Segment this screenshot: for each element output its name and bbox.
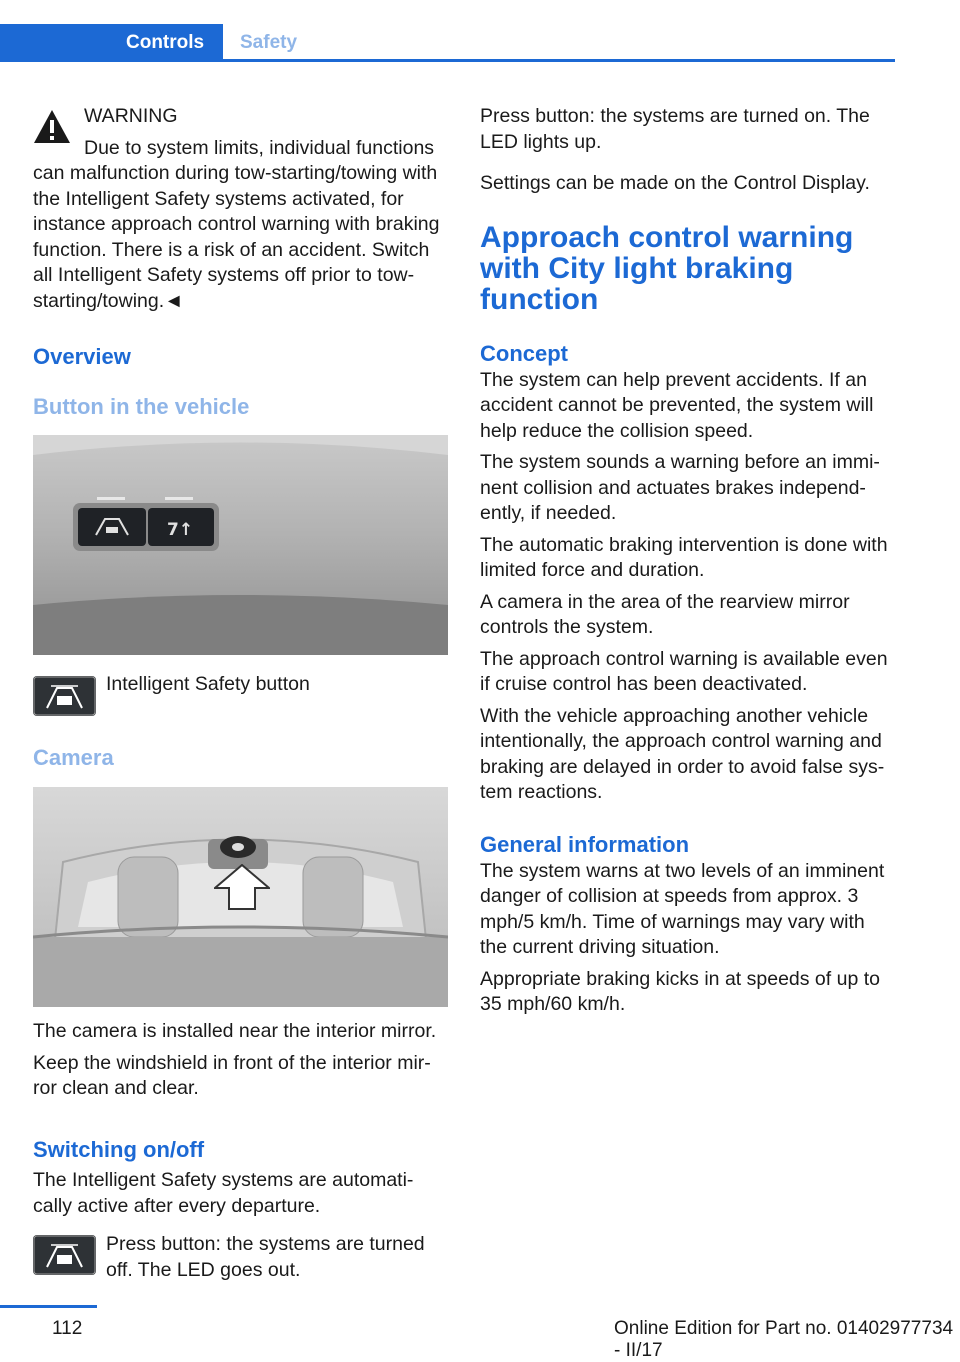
settings-text: Settings can be made on the Control Display.: [480, 172, 870, 194]
edition-line: Online Edition for Part no. 01402977734 - II/17: [614, 1318, 954, 1361]
concept-heading: Concept: [480, 340, 568, 366]
concept-paragraph: With the vehicle approaching another vehicle intentionally, the approach control warning and braking are delayed in order to avoid false sys-tem reactions.: [480, 704, 885, 803]
switching-heading: Switching on/off: [33, 1137, 205, 1162]
tab-safety-label[interactable]: Safety: [240, 32, 298, 53]
warning-title: WARNING: [84, 105, 178, 127]
concept-paragraph: The approach control warning is available even if cruise control has been deactivated.: [480, 647, 888, 695]
camera-photo: [33, 787, 448, 1007]
concept-paragraph: The system can help prevent accidents. If an accident cannot be prevented, the system will help reduce the collision speed.: [480, 368, 874, 442]
intelligent-safety-icon: [33, 1235, 96, 1275]
arrow-up-icon: [214, 864, 270, 910]
concept-paragraph: The automatic braking intervention is done with limited force and duration.: [480, 533, 888, 581]
button-photo: [33, 435, 448, 655]
approach-heading: Approach control warning with City light braking function: [480, 220, 854, 316]
camera-text: [33, 1019, 448, 1108]
switching-text: [33, 1168, 448, 1225]
camera-heading: Camera: [33, 745, 114, 770]
concept-paragraph: The system sounds a warning before an immi-nent collision and actuates brakes independ-ently, if needed.: [480, 451, 880, 524]
switch-on-text: Press button: the systems are turned on. The LED lights up.: [480, 105, 870, 153]
overview-heading: Overview: [33, 344, 131, 369]
camera-paragraph-1: The camera is installed near the interior mirror.: [33, 1020, 437, 1042]
concept-paragraph: A camera in the area of the rearview mirror controls the system.: [480, 590, 850, 638]
header-rule: [0, 59, 895, 62]
warning-triangle-icon: [33, 108, 71, 146]
tab-controls-label[interactable]: Controls: [126, 32, 205, 53]
svg-text:7↑: 7↑: [167, 520, 194, 540]
switching-paragraph: The Intelligent Safety systems are automati-cally active after every departure.: [33, 1169, 414, 1217]
camera-paragraph-2: Keep the windshield in front of the interior mir-ror clean and clear.: [33, 1051, 431, 1099]
general-paragraph: Appropriate braking kicks in at speeds of up to 35 mph/60 km/h.: [480, 967, 880, 1015]
general-info-heading: General information: [480, 831, 690, 857]
right-column: [480, 104, 895, 1024]
button-caption: Intelligent Safety button: [106, 673, 310, 695]
page-number: 112: [52, 1318, 83, 1339]
general-paragraph: The system warns at two levels of an imminent danger of collision at speeds from approx. 3 mph/5 km/h. Time of warnings may vary with the current driving situation.: [480, 859, 885, 958]
button-heading: Button in the vehicle: [33, 394, 250, 419]
intelligent-safety-icon: [33, 676, 96, 716]
warning-lead: Due to system limits, individual functions: [84, 136, 435, 159]
footer-rule: [0, 1305, 97, 1308]
warning-block: [33, 104, 448, 314]
switch-off-text: Press button: the systems are turned off. The LED goes out.: [106, 1233, 425, 1281]
warning-text: can malfunction during tow-starting/towing with the Intelligent Safety systems activated, for instance approach control warning with braking function. There is a risk of an accident. Switch all Intelligent Safety systems off prior to tow-starting/towing.◄: [33, 162, 440, 312]
